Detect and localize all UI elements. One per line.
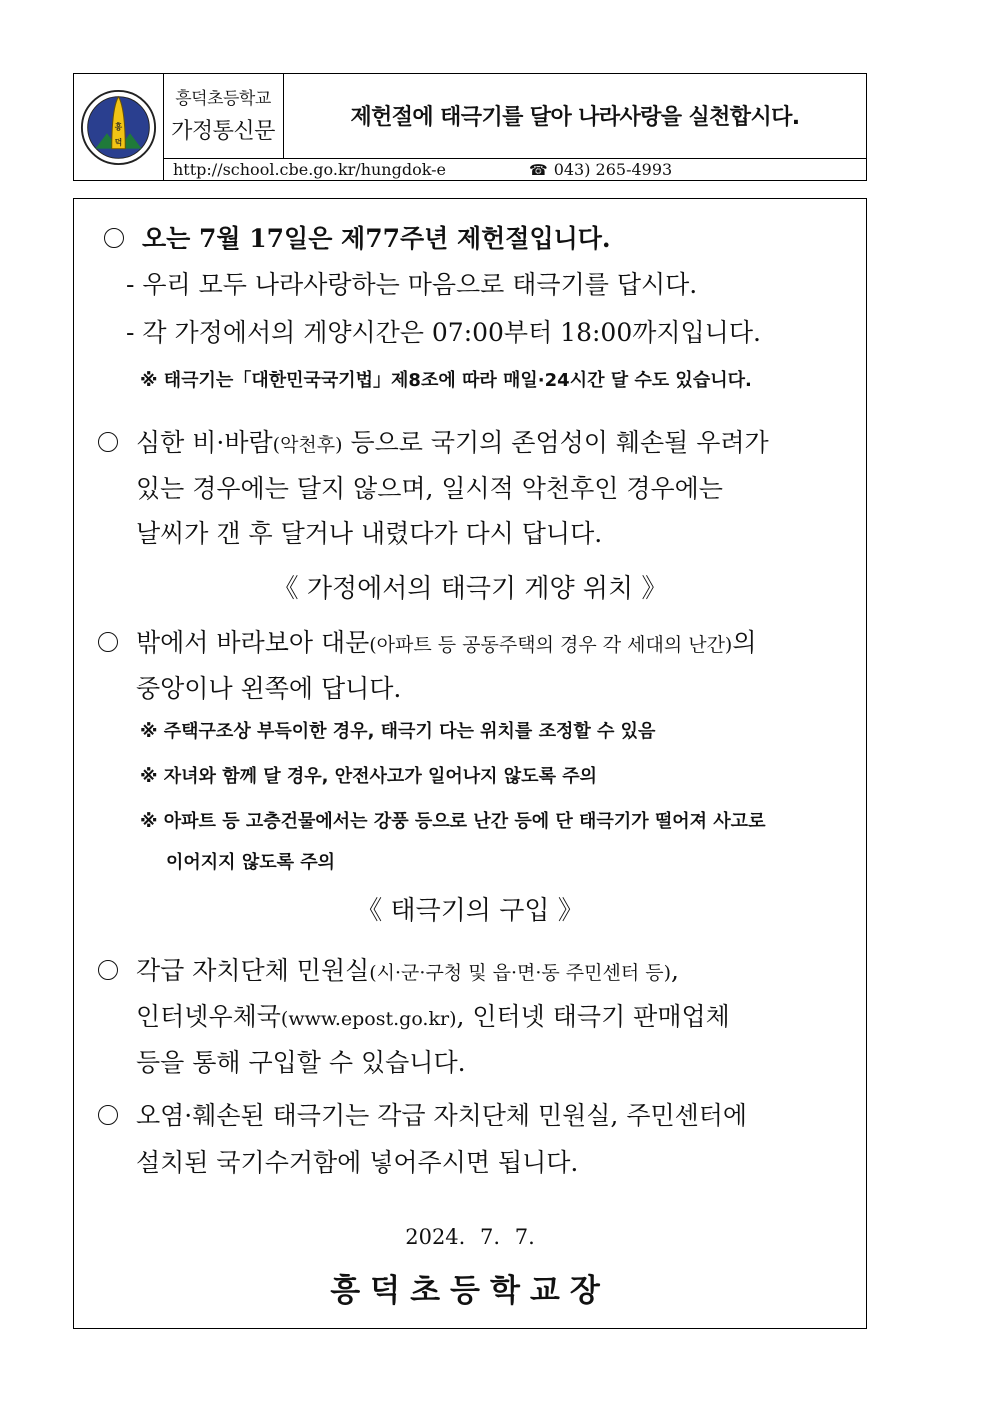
newsletter-header xyxy=(73,73,867,181)
telephone-icon: ☎ xyxy=(529,161,548,179)
school-emblem-icon xyxy=(80,89,157,166)
section2-line1-a: 심한 비·바람 xyxy=(136,428,273,457)
bullet-circle-icon xyxy=(98,632,118,652)
principal-signature: 흥덕초등학교장 xyxy=(330,1273,610,1309)
emblem-text-bottom: 덕 xyxy=(114,137,123,147)
section4-line2-a: 인터넷우체국 xyxy=(136,1002,281,1031)
bullet-circle-icon xyxy=(104,228,124,248)
section1-note: ※ 태극기는「대한민국국기법」제8조에 따라 매일·24시간 달 수도 있습니다. xyxy=(140,370,752,391)
section4-line1-c: , xyxy=(671,956,679,985)
section5-line2: 설치된 국기수거함에 넣어주시면 됩니다. xyxy=(136,1148,579,1177)
school-url[interactable]: http://school.cbe.go.kr/hungdok-e xyxy=(173,160,447,179)
section1-dash1: - 우리 모두 나라사랑하는 마음으로 태극기를 답시다. xyxy=(126,270,698,299)
phone-number-group xyxy=(529,160,672,179)
section1-lead xyxy=(104,219,611,255)
section4-line3: 등을 통해 구입할 수 있습니다. xyxy=(136,1048,466,1077)
section3-note-3: ※ 아파트 등 고층건물에서는 강풍 등으로 난간 등에 단 태극기가 떨어져 사고로 xyxy=(140,811,766,832)
section3-note-2: ※ 자녀와 함께 달 경우, 안전사고가 일어나지 않도록 주의 xyxy=(140,766,598,787)
emblem-text-top: 흥 xyxy=(114,122,123,132)
section3-note-1: ※ 주택구조상 부득이한 경우, 태극기 다는 위치를 조정할 수 있음 xyxy=(140,721,656,742)
section3-line2: 중앙이나 왼쪽에 답니다. xyxy=(136,674,402,703)
school-name: 흥덕초등학교 xyxy=(175,89,271,109)
section4-epost-url[interactable]: (www.epost.go.kr) xyxy=(280,1008,457,1030)
section1-dash2: - 각 가정에서의 게양시간은 07:00부터 18:00까지입니다. xyxy=(126,318,761,347)
bullet-circle-icon xyxy=(98,432,118,452)
section2-line1-c: 등으로 국기의 존엄성이 훼손될 우려가 xyxy=(342,428,769,457)
section1-lead-text: 오는 7월 17일은 제77주년 제헌절입니다. xyxy=(142,224,611,253)
logo-cell xyxy=(74,74,164,180)
bullet-circle-icon xyxy=(98,1105,118,1125)
section3-note-3-cont: 이어지지 않도록 주의 xyxy=(166,852,336,873)
title-cell xyxy=(284,74,866,158)
school-cell xyxy=(163,74,284,158)
section2-line1 xyxy=(98,423,769,459)
section2-line2: 있는 경우에는 달지 않으며, 일시적 악천후인 경우에는 xyxy=(136,474,723,503)
section3-line1 xyxy=(98,623,757,659)
section3-line1-b: (아파트 등 공동주택의 경우 각 세대의 난간) xyxy=(369,634,733,656)
document-title: 제헌절에 태극기를 달아 나라사랑을 실천합시다. xyxy=(350,105,800,130)
contact-row xyxy=(163,158,866,181)
newsletter-name: 가정통신문 xyxy=(171,119,275,144)
section4-line1 xyxy=(98,951,679,987)
heading-location: 《 가정에서의 태극기 게양 위치 》 xyxy=(272,574,668,604)
phone-number: 043) 265-4993 xyxy=(553,160,673,179)
section4-line2-c: , 인터넷 태극기 판매업체 xyxy=(456,1002,730,1031)
section4-line1-b: (시·군·구청 및 읍·면·동 주민센터 등) xyxy=(369,962,671,984)
notice-body xyxy=(73,198,867,1329)
section3-line1-c: 의 xyxy=(732,628,757,657)
section2-line3: 날씨가 갠 후 달거나 내렸다가 다시 답니다. xyxy=(136,519,603,548)
section4-line2 xyxy=(136,997,730,1033)
section5-line1 xyxy=(98,1096,747,1132)
section2-line1-b: (악천후) xyxy=(272,434,343,456)
heading-purchase: 《 태극기의 구입 》 xyxy=(356,896,584,926)
section3-line1-a: 밖에서 바라보아 대문 xyxy=(136,628,370,657)
issue-date: 2024. 7. 7. xyxy=(405,1225,535,1249)
section4-line1-a: 각급 자치단체 민원실 xyxy=(136,956,370,985)
section5-line1-text: 오염·훼손된 태극기는 각급 자치단체 민원실, 주민센터에 xyxy=(136,1101,748,1130)
bullet-circle-icon xyxy=(98,960,118,980)
